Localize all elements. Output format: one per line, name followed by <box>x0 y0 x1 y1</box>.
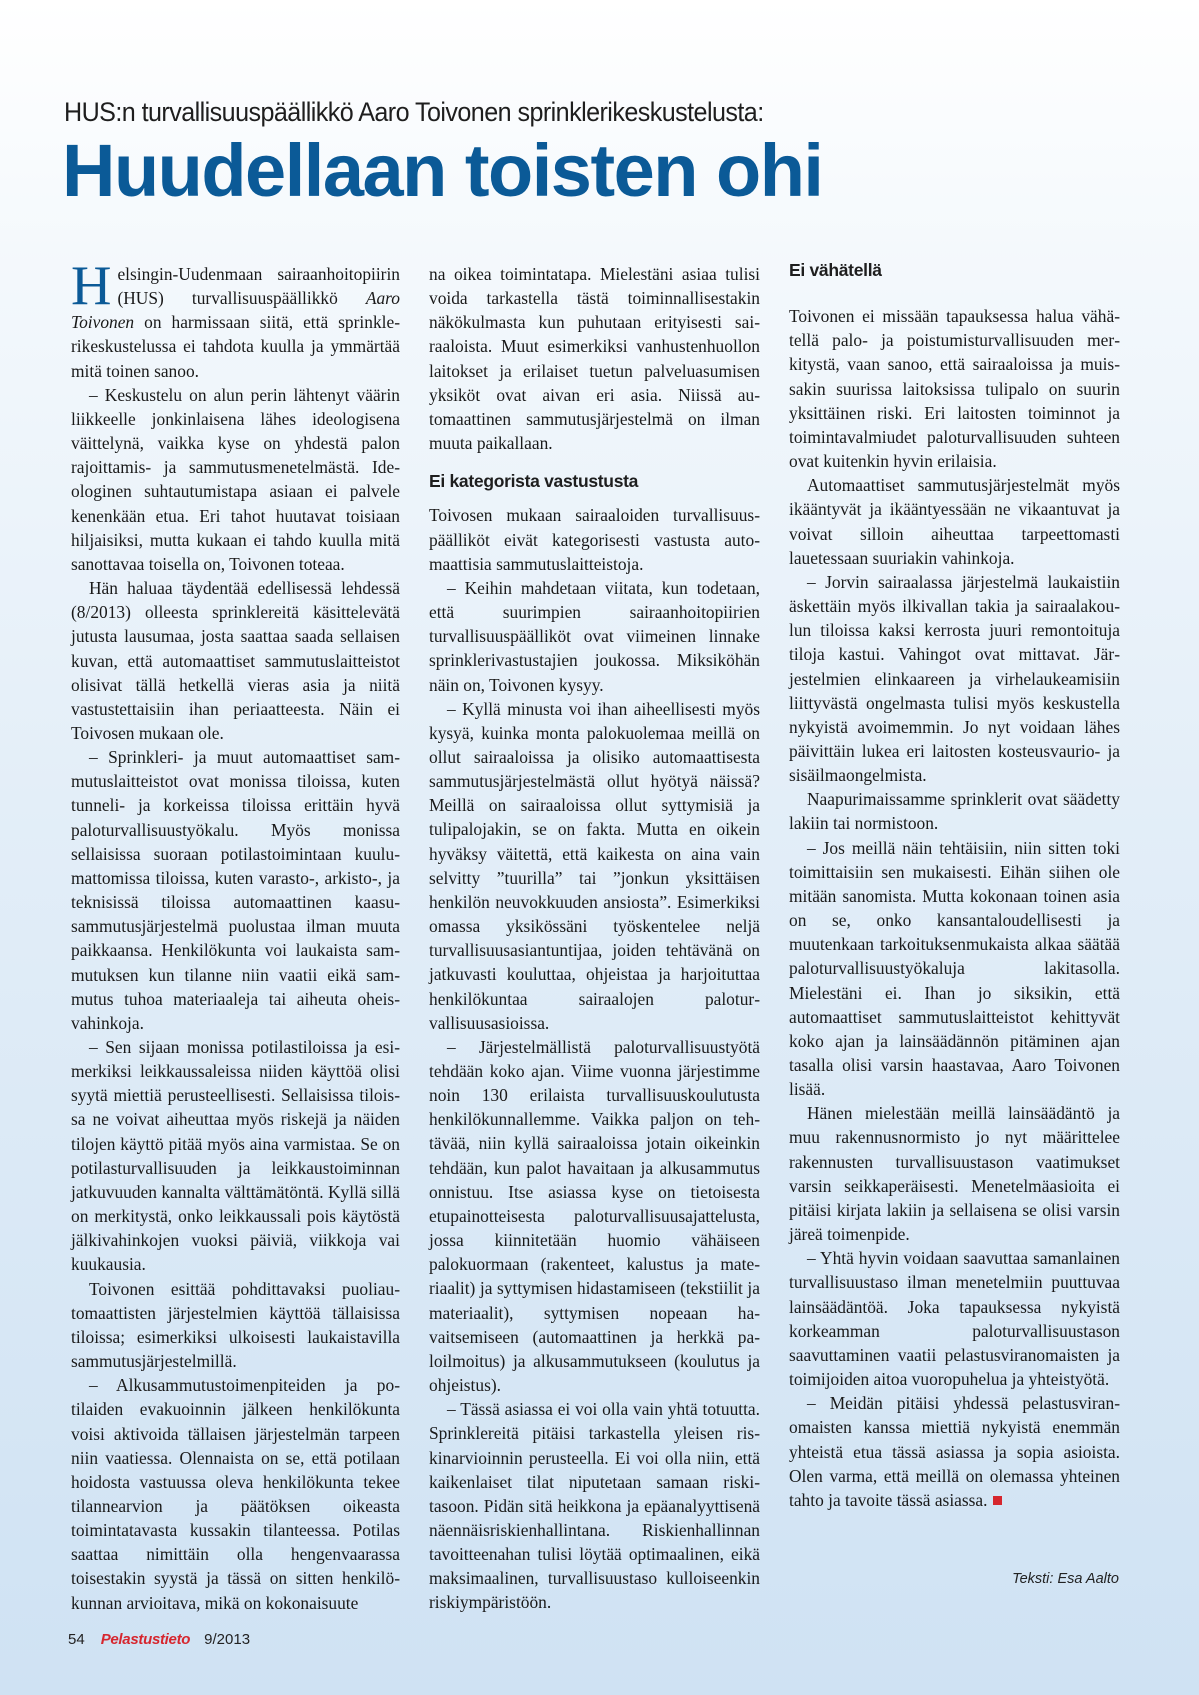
lead-paragraph <box>71 255 400 383</box>
magazine-logo: Pelastustieto <box>100 1631 191 1648</box>
body-paragraph: Hänen mielestään meillä lainsäädäntö ja muu rakennusnormisto jo nyt määrittelee rakennusten turvallisuustason vaatimukset varsin seikkaperäisesti. Menetelmäasioita ei pitäisi kirjata lakiin ja sellaisena se olisi varsin järeä toimenpide. <box>789 1103 1120 1245</box>
article-column-1 <box>71 255 400 1615</box>
body-paragraph: – Kyllä minusta voi ihan aiheellisesti myös kysyä, kuinka monta palokuolemaa meillä on ollut sairaaloissa ja olisiko automaattisesta sammutusjärjestelmästä ollut hyötyä näissä? Meillä on sairaaloissa ollut syttymisiä ja tulipalojakin, se on fakta. Mutta en oikein hyväksy väitettä, että kaikesta on aina vain selvitty ”tuurilla” tai ”jonkun yksittäisen henkilön neuvokkuuden ansiosta”. Esimerkiksi omassa yksikössäni työskentelee neljä turvallisuusasiantuntijaa, joiden tehtävänä on jatkuvasti kouluttaa, ohjeistaa ja harjoituttaa henkilökuntaa sairaalojen paloturvallisuusasioissa. <box>429 698 760 1033</box>
body-paragraph: Hän haluaa täydentää edellisessä lehdessä (8/2013) olleesta sprinklereitä käsittelevätä jutusta lausumaa, josta saattaa saada sellaisen kuvan, että automaattiset sammutuslaitteistot olisivat tällä hetkellä vieras asia ja niitä vastustettaisiin ihan periaatteesta. Näin ei Toivosen mukaan ole. <box>71 578 400 743</box>
lead-text-end: on harmissaan siitä, että sprinklerikeskustelussa ei tahdota kuulla ja ymmärtää mitä toinen sanoo. <box>71 312 400 381</box>
body-paragraph: Toivonen esittää pohdittavaksi puoliautomaattisten järjestelmien käyttöä tällaisissa tiloissa; esimerkiksi ulkoisesti laukaistavilla sammutusjärjestelmillä. <box>71 1278 400 1372</box>
end-mark-icon <box>993 1496 1002 1505</box>
body-paragraph: Toivosen mukaan sairaaloiden turvallisuuspäälliköt eivät kategorisesti vastusta automaattisia sammutuslaitteistoja. <box>429 505 760 574</box>
body-paragraph: Naapurimaissamme sprinklerit ovat säädetty lakiin tai normistoon. <box>789 789 1120 834</box>
body-paragraph: – Jorvin sairaalassa järjestelmä laukaistiin äskettäin myös ilkivallan takia ja sairaalakoulun tiloissa kaksi kerrosta juuri remontoituja tiloja kastui. Vahingot ovat mittavat. Järjestelmien elinkaareen ja virhelaukeamisiin liittyvästä ongelmasta tulisi myös keskustella nykyistä avoimemmin. Jo nyt voidaan lähes päivittäin lukea eri laitosten kosteusvaurio- ja sisäilmaongelmista. <box>789 571 1120 786</box>
page-number: 54 <box>68 1631 85 1648</box>
page-footer <box>68 1631 250 1648</box>
body-paragraph: – Alkusammutustoimenpiteiden ja potilaiden evakuoinnin jälkeen henkilökunta voisi aktivoida tällaisen järjestelmän tarpeen niin vaatiessa. Olennaista on se, että potilaan hoidosta vastuussa oleva henkilökunta tekee tilannearvion ja päätöksen oikeasta toimintatavasta kussakin tilanteessa. Potilas saattaa nimittäin olla hengenvaarassa toisestakin syystä ja tässä on sitten henkilökunnan arvioitava, mikä on kokonaisuute <box>71 1375 400 1613</box>
drop-cap: H <box>71 255 112 317</box>
body-paragraph: – Järjestelmällistä paloturvallisuustyötä tehdään koko ajan. Viime vuonna järjestimme noin 130 erilaista turvallisuuskoulutusta henkilökunnallemme. Vaikka paljon on tehtävää, niin kyllä sairaaloissa jotain oikeinkin tehdään, kun palot havaitaan ja alkusammutus onnistuu. Itse asiassa kyse on tietoisesta etupainotteisesta paloturvallisuusajattelusta, jossa kiinnitetään huomio vähäiseen palokuormaan (rakenteet, kalustus ja materiaalit) ja syttymisen hidastamiseen (tekstiilit ja materiaalit), syttymisen nopeaan havaitsemiseen (automaattinen ja herkkä paloilmoitus) ja alkusammutukseen (koulutus ja ohjeistus). <box>429 1036 760 1396</box>
section-subheading: Ei kategorista vastustusta <box>429 471 639 492</box>
article-column-3 <box>789 258 1120 1512</box>
issue-number: 9/2013 <box>204 1631 251 1648</box>
body-paragraph: – Yhtä hyvin voidaan saavuttaa samanlainen turvallisuustaso ilman menetelmiin puuttuvaa lainsäädäntöä. Joka tapauksessa nykyistä korkeamman paloturvallisuustason saavuttaminen vaatii pelastusviranomaisten ja toimijoiden aitoa vuoropuhelua ja yhteistyötä. <box>789 1248 1120 1390</box>
body-paragraph: – Tässä asiassa ei voi olla vain yhtä totuutta. Sprinklereitä pitäisi tarkastella yleisen riskinarvioinnin perusteella. Ei voi olla niin, että kaikenlaiset tilat niputetaan samaan riskitasoon. Pidän sitä heikkona ja epäanalyyttisenä näennäisriskienhallintana. Riskienhallinnan tavoitteenahan tulisi löytää optimaalinen, eikä maksimaalinen, turvallisuustaso kulloiseenkin riskiympäristöön. <box>429 1399 760 1613</box>
body-paragraph: – Sen sijaan monissa potilastiloissa ja esimerkiksi leikkaussaleissa niiden käyttöä olisi syytä miettiä perusteellisesti. Sellaisissa tiloissa ne voivat aiheuttaa myös riskejä ja näiden tilojen käyttö pitää myös aina varmistaa. Se on potilasturvallisuuden ja leikkaustoiminnan jatkuvuuden kannalta välttämätöntä. Kyllä sillä on merkitystä, onko leikkaussali pois käytöstä jälkivahinkojen vuoksi päiviä, viikkoja vai kuukausia. <box>71 1037 400 1275</box>
closing-text: – Meidän pitäisi yhdessä pelastusviranomaisten kanssa miettiä nykyistä enemmän yhteistä etua tässä asiassa ja sopia asioista. Olen varma, että meillä on olemassa yhteinen tahto ja tavoite tässä asiassa. <box>789 1393 1120 1510</box>
closing-paragraph <box>789 1391 1120 1512</box>
body-paragraph: – Sprinkleri- ja muut automaattiset sammutuslaitteistot ovat monissa tiloissa, kuten tunneli- ja korkeissa tiloissa erittäin hyvä paloturvallisuustyökalu. Myös monissa sellaisissa suoraan potilastoimintaan kuulumattomissa tiloissa, kuten varasto-, arkisto-, ja teknisissä tiloissa automaattinen kaasusammutusjärjestelmä puolustaa ilman muuta paikkaansa. Henkilökunta voi laukaista sammutuksen kun tilanne niin vaatii eikä sammutus tuhoa materiaaleja tai aiheuta oheisvahinkoja. <box>71 747 400 1033</box>
body-paragraph: Automaattiset sammutusjärjestelmät myös ikääntyvät ja ikääntyessään ne vikaantuvat ja voivat silloin aiheuttaa tarpeettomasti lauetessaan suuriakin vahinkoja. <box>789 475 1120 568</box>
author-byline: Teksti: Esa Aalto <box>1012 1571 1119 1587</box>
section-subheading: Ei vähätellä <box>789 260 882 280</box>
body-paragraph: na oikea toimintatapa. Mielestäni asiaa tulisi voida tarkastella tästä toiminnallisestakin näkökulmasta kun puhutaan erityisesti sairaaloista. Muut esimerkiksi vanhustenhuollon laitokset ja erilaiset tuetun palveluasumisen yksiköt ovat aivan eri asia. Niissä automaattinen sammutusjärjestelmä on ilman muuta paikallaan. <box>429 264 760 454</box>
body-paragraph: Toivonen ei missään tapauksessa halua vähätellä palo- ja poistumisturvallisuuden merkitystä, vaan sanoo, että sairaaloissa ja muissakin suurissa laitoksissa tulipalo on suurin yksittäinen riski. Eri laitosten toiminnot ja toimintavalmiudet paloturvallisuuden suhteen ovat kuitenkin hyvin erilaisia. <box>789 306 1120 472</box>
article-column-2 <box>429 262 760 1615</box>
body-paragraph: – Keihin mahdetaan viitata, kun todetaan, että suurimpien sairaanhoitopiirien turvallisuuspäälliköt ovat viimeinen linnake sprinklerivastustajien joukossa. Miksiköhän näin on, Toivonen kysyy. <box>429 577 760 695</box>
body-paragraph: – Keskustelu on alun perin lähtenyt väärin liikkeelle jonkinlaisena lähes ideologisena väittelynä, vaikka kyse on yhdestä palon rajoittamis- ja sammutusmenetelmästä. Ideologinen suhtautumistapa asiaan ei palvele kenenkään etua. Eri tahot huutavat toisiaan hiljaisiksi, mutta kukaan ei tahdo kuulla mitä sanottavaa toisella on, Toivonen toteaa. <box>71 384 400 574</box>
article-headline: Huudellaan toisten ohi <box>62 129 823 212</box>
lead-person-name: Aaro Toivonen <box>71 288 400 333</box>
body-paragraph: – Jos meillä näin tehtäisiin, niin sitten toki toimittaisiin sen mukaisesti. Eihän siihen ole mitään sanomista. Mutta kokonaan toinen asia on se, onko kansantaloudellisesti ja muutenkaan tarkoituksenmukaista alkaa säätää paloturvallisuustyökaluja lakitasolla. Mielestäni ei. Ihan jo siksikin, että automaattiset sammutuslaitteistot kehittyvät koko ajan ja lainsäädännön pitäminen ajan tasalla olisi varsin haastavaa, Aaro Toivonen lisää. <box>789 837 1120 1100</box>
article-kicker: HUS:n turvallisuuspäällikkö Aaro Toivonen sprinklerikeskustelusta: <box>64 97 764 127</box>
lead-text-start: elsingin-Uudenmaan sairaanhoitopiirin (HUS) turvallisuuspäällikkö <box>117 264 400 309</box>
